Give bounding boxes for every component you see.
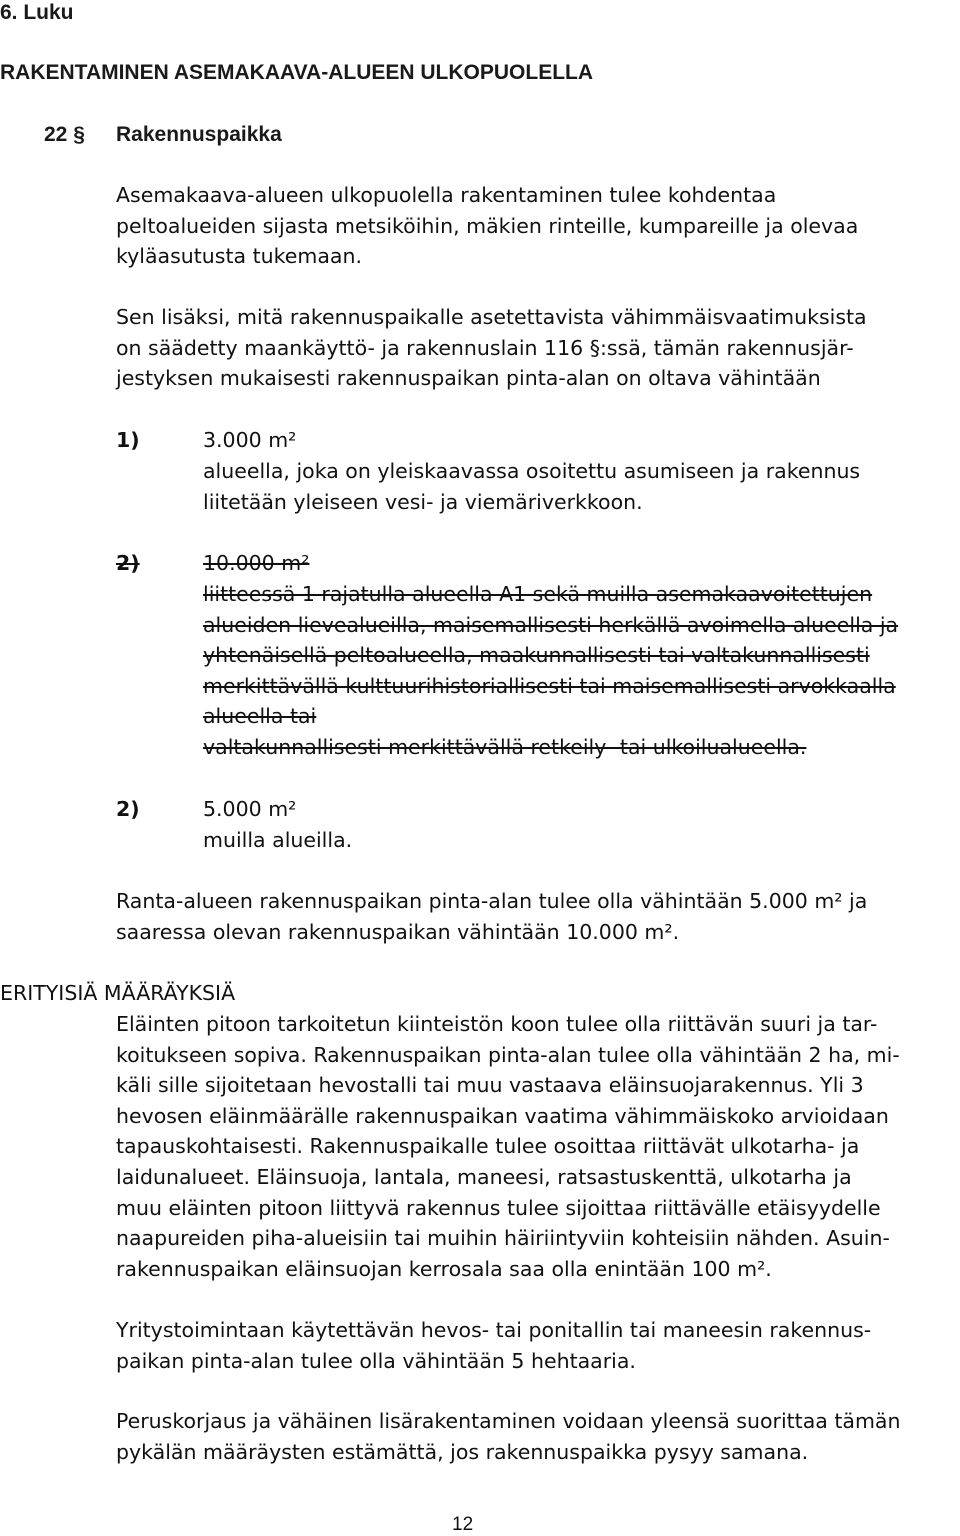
text-line: Asemakaava-alueen ulkopuolella rakentaminen tulee kohdentaa xyxy=(116,183,777,207)
item-area-struck: 10.000 m² xyxy=(203,551,310,575)
text-line: paikan pinta-alan tulee olla vähintään 5 hehtaaria. xyxy=(116,1348,636,1373)
intro-paragraph xyxy=(116,180,858,272)
shore-paragraph xyxy=(116,886,867,947)
text-line: Eläinten pitoon tarkoitetun kiinteistön koon tulee olla riittävän suuri ja tar- xyxy=(116,1012,878,1036)
item-label-struck: 2) xyxy=(116,551,140,575)
requirement-paragraph xyxy=(116,302,867,394)
text-line: jestyksen mukaisesti rakennuspaikan pinta-alan on oltava vähintään xyxy=(116,366,821,391)
text-line: käli sille sijoitetaan hevostalli tai muu vastaava eläinsuojarakennus. Yli 3 xyxy=(116,1073,864,1098)
text-line: valtakunnallisesti merkittävällä retkeily- tai ulkoilualueella. xyxy=(203,734,807,759)
text-line: muu eläinten pitoon liittyvä rakennus tulee sijoittaa riittävälle etäisyydelle xyxy=(116,1195,881,1220)
item-description xyxy=(203,825,352,856)
text-line: alueiden lievealueilla, maisemallisesti herkällä avoimella alueella ja xyxy=(203,612,899,637)
text-line: liitetään yleiseen vesi- ja viemäriverkkoon. xyxy=(203,489,643,514)
text-line: merkittävällä kulttuurihistoriallisesti tai maisemallisesti arvokkaalla xyxy=(203,673,896,698)
text-line: on säädetty maankäyttö- ja rakennuslain 116 §:ssä, tämän rakennusjär- xyxy=(116,335,854,360)
item-label: 2) xyxy=(116,797,140,821)
special-heading: ERITYISIÄ MÄÄRÄYKSIÄ xyxy=(0,981,236,1005)
paragraph-number: 22 § xyxy=(44,123,85,146)
text-line: Peruskorjaus ja vähäinen lisärakentaminen voidaan yleensä suorittaa tämän xyxy=(116,1409,901,1433)
text-line: koitukseen sopiva. Rakennuspaikan pinta-alan tulee olla vähintään 2 ha, mi- xyxy=(116,1042,900,1067)
text-line: liitteessä 1 rajatulla alueella A1 sekä muilla asemakaavoitettujen xyxy=(203,582,873,606)
text-line: Ranta-alueen rakennuspaikan pinta-alan tulee olla vähintään 5.000 m² ja xyxy=(116,889,868,913)
page-number: 12 xyxy=(452,1514,474,1535)
text-line: alueella, joka on yleiskaavassa osoitettu asumiseen ja rakennus xyxy=(203,459,861,483)
text-line: pykälän määräysten estämättä, jos rakennuspaikka pysyy samana. xyxy=(116,1439,809,1464)
paragraph-title: Rakennuspaikka xyxy=(116,123,282,146)
section-title: RAKENTAMINEN ASEMAKAAVA-ALUEEN ULKOPUOLELLA xyxy=(0,61,594,84)
text-line: tapauskohtaisesti. Rakennuspaikalle tulee osoittaa riittävät ulkotarha- ja xyxy=(116,1134,860,1159)
text-line: hevosen eläinmäärälle rakennuspaikan vaatima vähimmäiskoko arvioidaan xyxy=(116,1103,889,1128)
text-line: muilla alueilla. xyxy=(203,828,353,852)
chapter-heading: 6. Luku xyxy=(0,1,74,24)
text-line: laidunalueet. Eläinsuoja, lantala, maneesi, ratsastuskenttä, ulkotarha ja xyxy=(116,1164,852,1189)
item-label: 1) xyxy=(116,428,140,452)
text-line: saaressa olevan rakennuspaikan vähintään 10.000 m². xyxy=(116,919,680,944)
item-area: 5.000 m² xyxy=(203,797,297,821)
renovation-paragraph xyxy=(116,1406,901,1467)
item-description xyxy=(203,456,860,517)
text-line: alueella tai xyxy=(203,704,317,729)
text-line: naapureiden piha-alueisiin tai muihin häiriintyviin kohteisiin nähden. Asuin- xyxy=(116,1226,890,1251)
text-line: rakennuspaikan eläinsuojan kerrosala saa olla enintään 100 m². xyxy=(116,1256,772,1281)
business-paragraph xyxy=(116,1315,871,1376)
text-line: yhtenäisellä peltoalueella, maakunnallisesti tai valtakunnallisesti xyxy=(203,643,870,668)
item-area: 3.000 m² xyxy=(203,428,297,452)
text-line: Sen lisäksi, mitä rakennuspaikalle asetettavista vähimmäisvaatimuksista xyxy=(116,305,867,329)
text-line: Yritystoimintaan käytettävän hevos- tai ponitallin tai maneesin rakennus- xyxy=(116,1318,872,1342)
text-line: kyläasutusta tukemaan. xyxy=(116,244,362,269)
item-description-struck xyxy=(203,579,898,763)
animal-paragraph xyxy=(116,1009,900,1284)
text-line: peltoalueiden sijasta metsiköihin, mäkien rinteille, kumpareille ja olevaa xyxy=(116,213,859,238)
